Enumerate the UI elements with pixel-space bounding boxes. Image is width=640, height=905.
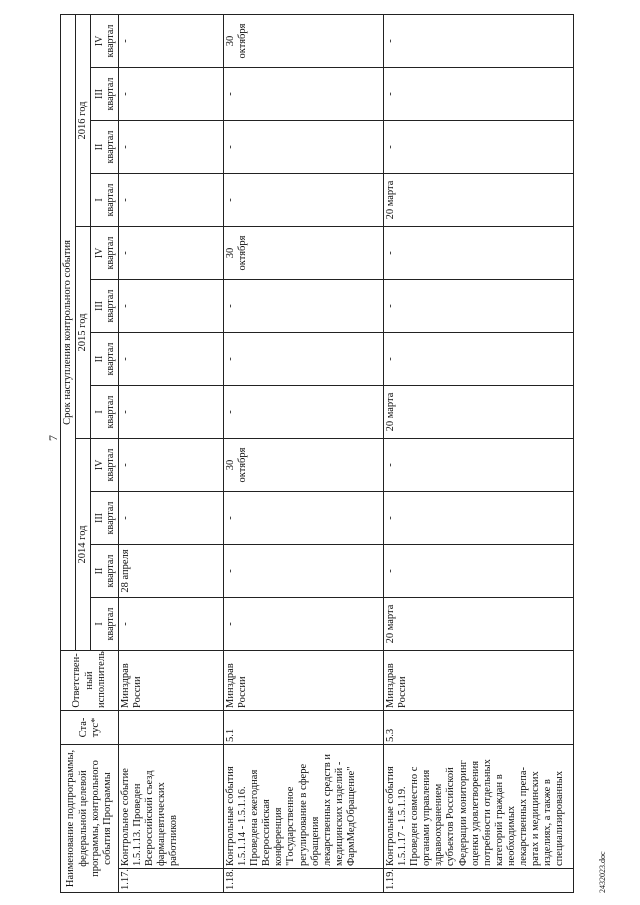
header-quarter: II квартал — [91, 544, 119, 597]
header-quarter: IV квартал — [91, 438, 119, 491]
event-status: 5.3 — [384, 710, 574, 744]
event-executor: Минздрав России — [119, 650, 224, 710]
quarter-value: - — [384, 491, 574, 544]
header-quarter: I квартал — [91, 173, 119, 226]
quarter-value: - — [119, 67, 224, 120]
quarter-value: - — [119, 173, 224, 226]
quarter-value: - — [119, 226, 224, 279]
quarter-value: 28 апреля — [119, 544, 224, 597]
quarter-value: - — [224, 332, 384, 385]
quarter-value: - — [384, 544, 574, 597]
quarter-value: 30 октября — [224, 438, 384, 491]
header-year: 2016 год — [76, 14, 91, 226]
quarter-value: 20 марта — [384, 597, 574, 650]
header-executor-cell: Ответствен-ный исполнитель — [61, 650, 119, 710]
quarter-value: - — [384, 332, 574, 385]
quarter-value: - — [119, 491, 224, 544]
quarter-value: - — [224, 67, 384, 120]
quarter-value: - — [224, 385, 384, 438]
quarter-value: - — [224, 597, 384, 650]
quarter-value: 20 марта — [384, 173, 574, 226]
header-quarter: III квартал — [91, 491, 119, 544]
row-number: 1.17. — [119, 869, 224, 893]
row-number: 1.18. — [224, 869, 384, 893]
header-quarter: III квартал — [91, 67, 119, 120]
quarter-value: - — [224, 544, 384, 597]
header-status-cell: Ста-тус* — [61, 710, 119, 744]
event-status — [119, 710, 224, 744]
quarter-value: - — [384, 14, 574, 67]
header-quarter: I квартал — [91, 385, 119, 438]
event-name: Контрольное событие 1.5.1.13. Проведен Всероссийский съезд фармацевтических работников — [119, 744, 224, 868]
event-executor: Минздрав России — [224, 650, 384, 710]
header-quarter: II квартал — [91, 120, 119, 173]
event-executor: Минздрав России — [384, 650, 574, 710]
header-year: 2015 год — [76, 226, 91, 438]
header-quarter: I квартал — [91, 597, 119, 650]
quarter-value: - — [119, 120, 224, 173]
event-name: Контрольные события 1.5.1.17 - 1.5.1.19. Проведен совместно с органами управления здравоохранением субъектов Российской Федерации мониторинг оценки удовлетворения потребности отдельных категорий граждан в необходимых лекарственных препа-ратах и медицинских изделиях, а также в специализированных — [384, 744, 574, 868]
header-quarter: IV квартал — [91, 226, 119, 279]
quarter-value: - — [384, 226, 574, 279]
header-quarter: IV квартал — [91, 14, 119, 67]
quarter-value: - — [119, 385, 224, 438]
quarter-value: - — [384, 67, 574, 120]
quarter-value: - — [119, 597, 224, 650]
quarter-value: - — [224, 279, 384, 332]
quarter-value: 30 октября — [224, 14, 384, 67]
quarter-value: - — [119, 279, 224, 332]
table-row — [119, 14, 224, 892]
event-name: Контрольные события 1.5.1.14 - 1.5.1.16. Проведена ежегодная Всероссийская конференция "Государственное регулирование в сфере обращения лекарственных средств и медицинских изделий - ФармМедОбращение" — [224, 744, 384, 868]
page-number: 7 — [46, 435, 60, 441]
quarter-value: - — [119, 14, 224, 67]
row-number: 1.19. — [384, 869, 574, 893]
header-year: 2014 год — [76, 438, 91, 650]
rotated-page — [60, 15, 575, 893]
header-quarter: II квартал — [91, 332, 119, 385]
quarter-value: - — [384, 120, 574, 173]
quarter-value: - — [384, 438, 574, 491]
table-row — [224, 14, 384, 892]
header-quarter: III квартал — [91, 279, 119, 332]
document-code: 2432023.doc — [598, 851, 607, 893]
table-row — [384, 14, 574, 892]
quarter-value: - — [224, 491, 384, 544]
quarter-value: - — [119, 438, 224, 491]
quarter-value: - — [224, 173, 384, 226]
quarter-value: 30 октября — [224, 226, 384, 279]
quarter-value: - — [224, 120, 384, 173]
quarter-value: - — [119, 332, 224, 385]
quarter-value: - — [384, 279, 574, 332]
quarter-value: 20 марта — [384, 385, 574, 438]
control-events-table — [60, 14, 574, 893]
header-name-cell: Наименование подпрограммы, федеральной целевой программы, контрольного события Программы — [61, 744, 119, 892]
event-status: 5.1 — [224, 710, 384, 744]
header-group-cell: Срок наступления контрольного события — [61, 14, 76, 650]
